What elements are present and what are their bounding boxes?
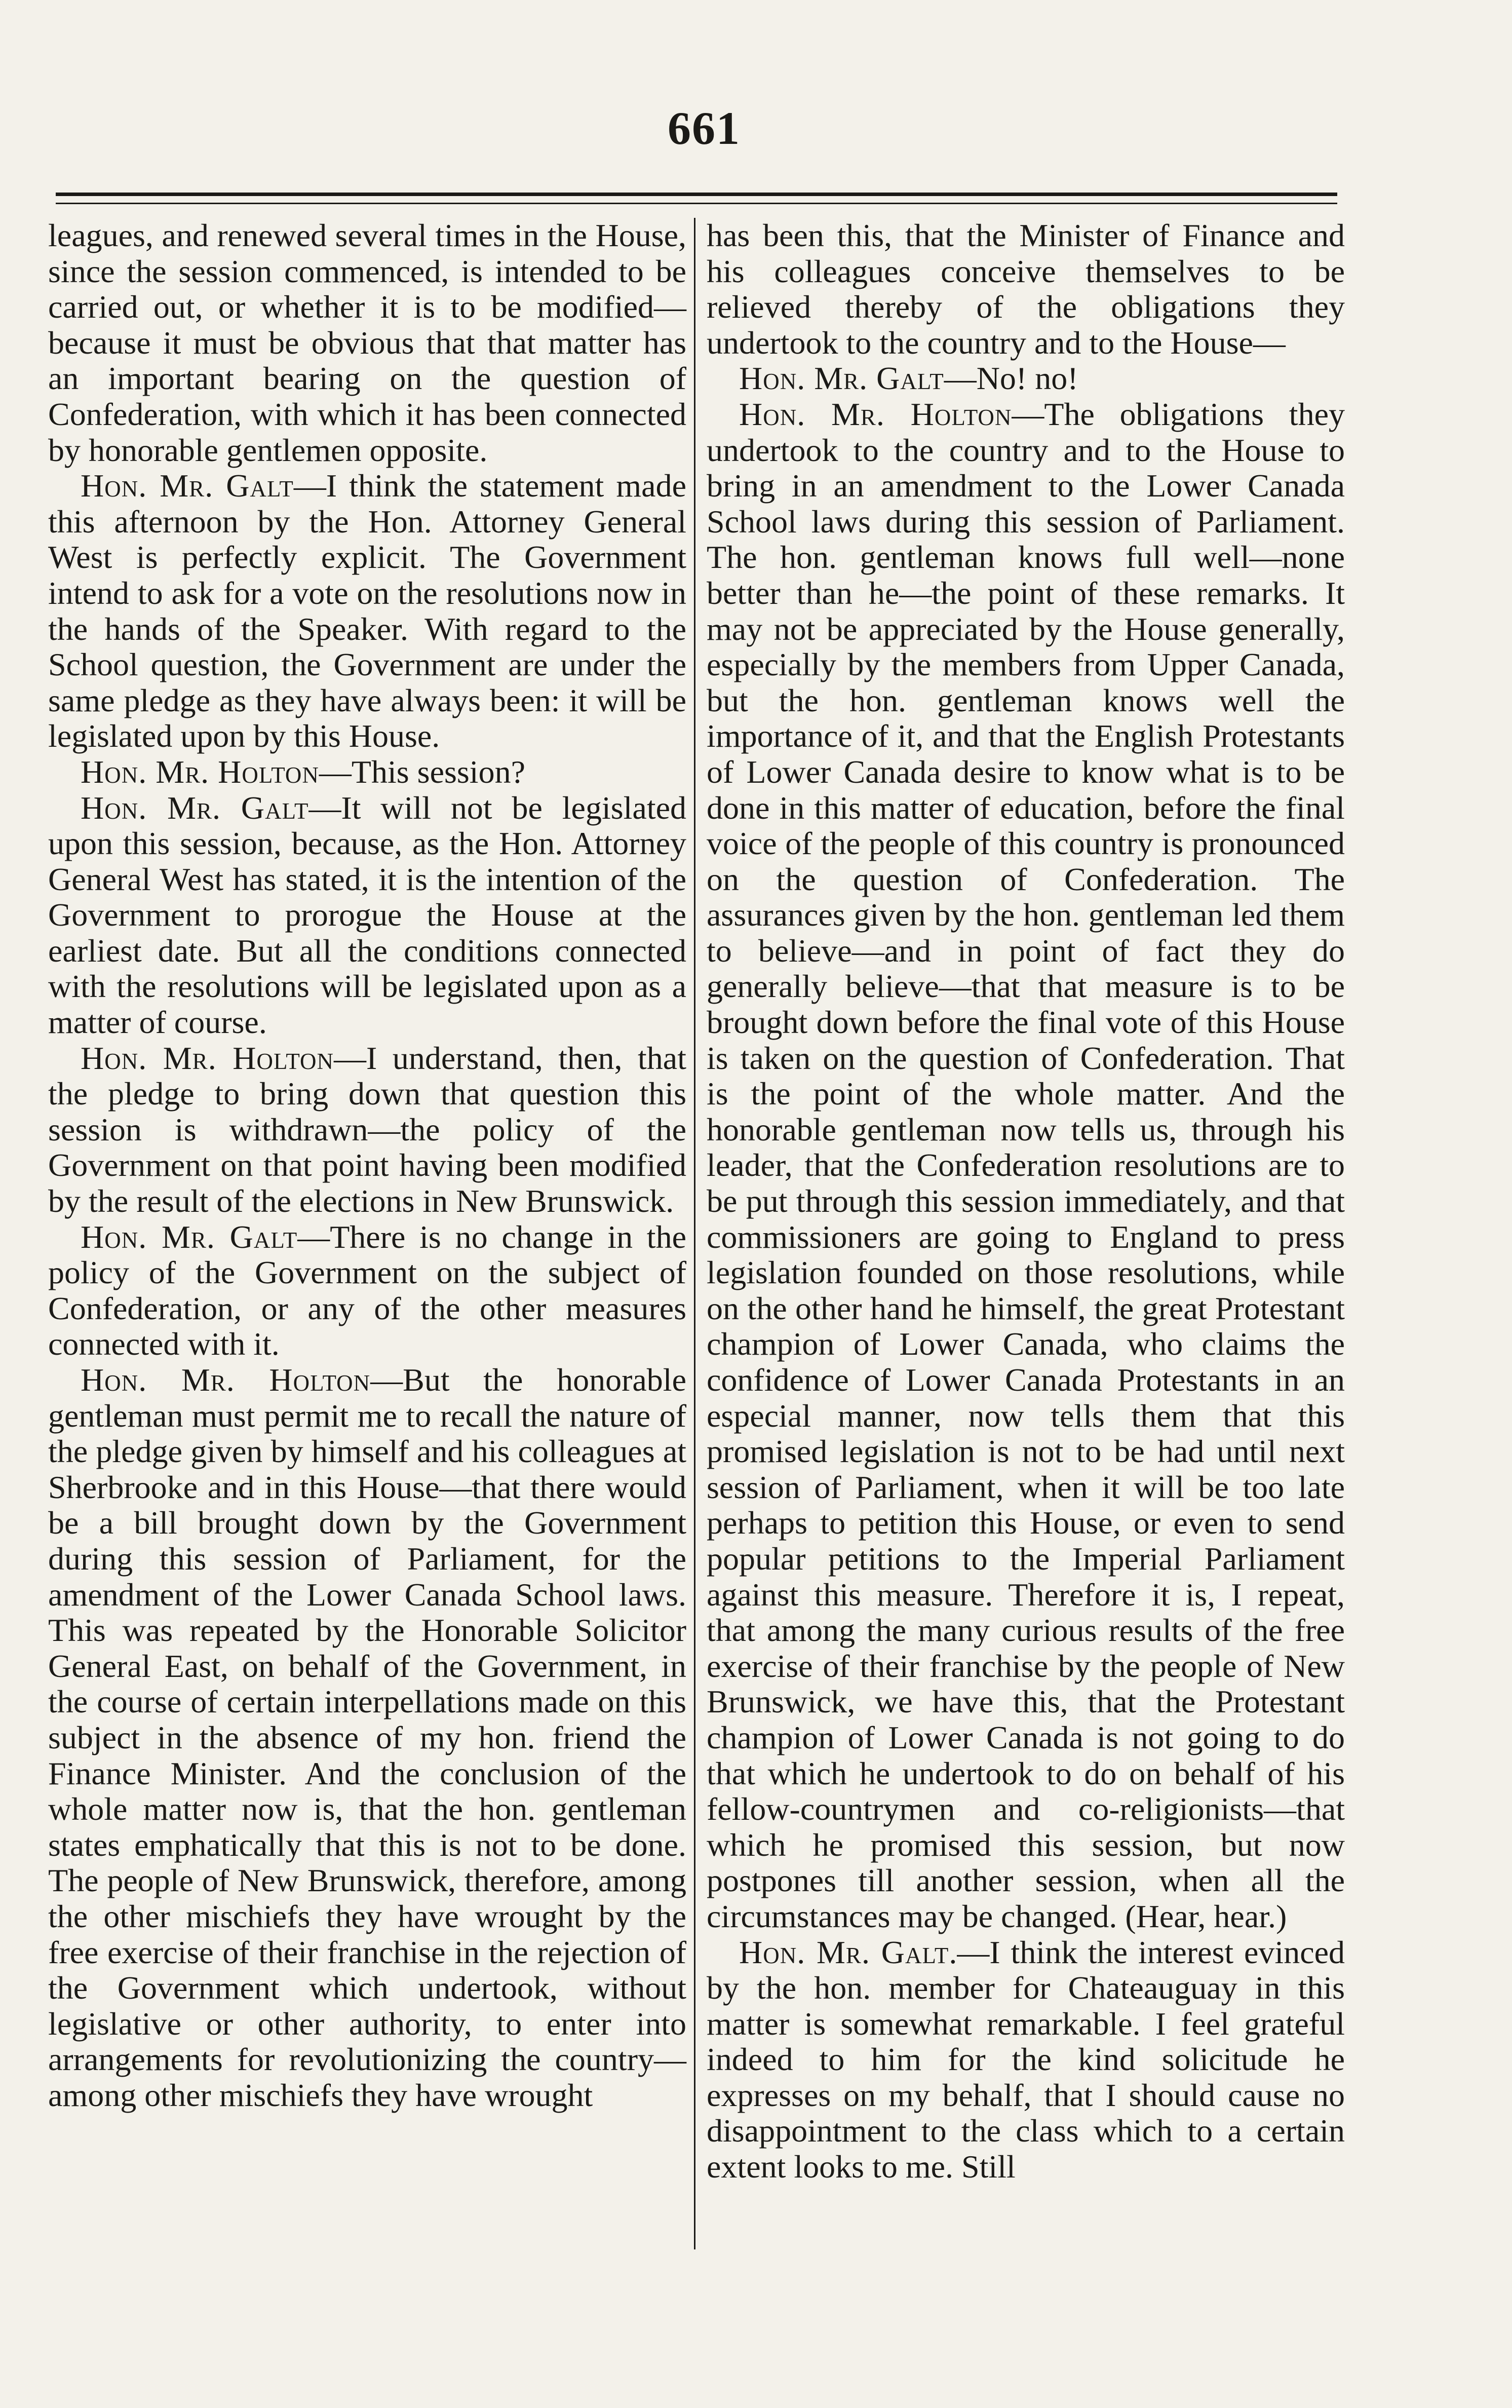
speaker-name: Hon. Mr. Galt <box>81 468 294 504</box>
paragraph-text: has been this, that the Minister of Finance and his colleagues conceive themselves to be relieved thereby of the obligations they undertook to the country and to the House— <box>707 217 1345 361</box>
header-rule-thin <box>56 203 1337 204</box>
paragraph <box>707 218 1345 361</box>
paragraph-text: —The obligations they undertook to the country and to the House to bring in an amendment to the Lower Canada School laws during this session of Parliament. The hon. gentleman knows full well—none better than he—the point of these remarks. It may not be appreciated by the House generally, especially by the members from Upper Canada, but the hon. gentleman knows well the importance of it, and that the English Protestants of Lower Canada desire to know what is to be done in this matter of education, before the final voice of the people of this country is pronounced on the question of Confederation. The assurances given by the hon. gentleman led them to believe—and in point of fact they do generally believe—that that measure is to be brought down before the final vote of this House is taken on the question of Confederation. That is the point of the whole matter. And the honorable gentleman now tells us, through his leader, that the Confederation resolutions are to be put through this session immediately, and that commissioners are going to England to press legislation founded on those resolutions, while on the other hand he himself, the great Protestant champion of Lower Canada, who claims the confidence of Lower Canada Protestants in an especial manner, now tells them that this promised legislation is not to be had until next session of Parliament, when it will be too late perhaps to petition this House, or even to send popular petitions to the Imperial Parliament against this measure. Therefore it is, I repeat, that among the many curious results of the free exercise of their franchise by the people of New Brunswick, we have this, that the Protestant champion of Lower Canada is not going to do that which he undertook to do on behalf of his fellow-countrymen and co-religionists—that which he promised this session, but now postpones till another session, when all the circumstances may be changed. (Hear, hear.) <box>707 396 1345 1934</box>
paragraph-text: —No! no! <box>944 360 1078 397</box>
paragraph-text: leagues, and renewed several times in the House, since the session commenced, is intended to be carried out, or whether it is to be modified—because it must be obvious that that matter has an important bearing on the question of Confederation, with which it has been connected by honorable gentlemen opposite. <box>48 217 686 468</box>
paragraph-text: —I think the statement made this afternoon by the Hon. Attorney General West is perfectly explicit. The Government intend to ask for a vote on the resolutions now in the hands of the Speaker. With regard to the School question, the Government are under the same pledge as they have always been: it will be legislated upon by this House. <box>48 468 686 754</box>
paragraph <box>48 754 686 790</box>
paragraph-text: —It will not be legislated upon this session, because, as the Hon. Attorney General West has stated, it is the intention of the Government to prorogue the House at the earliest date. But all the conditions connected with the resolutions will be legislated upon as a matter of course. <box>48 789 686 1041</box>
paragraph <box>707 1935 1345 2185</box>
speaker-name: Hon. Mr. Galt <box>81 1218 298 1255</box>
column-divider <box>694 218 695 2249</box>
paragraph-text: —This session? <box>319 753 525 790</box>
speaker-name: Hon. Mr. Holton <box>739 396 1012 432</box>
paragraph-text: —But the honorable gentleman must permit me to recall the nature of the pledge given by himself and his colleagues at Sherbrooke and in this House—that there would be a bill brought down by the Government during this session of Parliament, for the amendment of the Lower Canada School laws. This was repeated by the Honorable Solicitor General East, on behalf of the Government, in the course of certain interpellations made on this subject in the absence of my hon. friend the Finance Minister. And the conclusion of the whole matter now is, that the hon. gentleman states emphatically that this is not to be done. The people of New Brunswick, therefore, among the other mischiefs they have wrought by the free exercise of their franchise in the rejection of the Government which undertook, without legislative or other authority, to enter into arrangements for revolutionizing the country—among other mischiefs they have wrought <box>48 1362 686 2113</box>
right-column <box>707 218 1345 2185</box>
paragraph <box>707 397 1345 1935</box>
speaker-name: Hon. Mr. Holton <box>81 1362 371 1398</box>
header-rule <box>56 193 1337 196</box>
paragraph-text: —There is no change in the policy of the Government on the subject of Confederation, or any of the other measures connected with it. <box>48 1218 686 1362</box>
paragraph <box>48 1219 686 1362</box>
speaker-name: Hon. Mr. Galt <box>739 360 944 397</box>
paragraph <box>48 218 686 468</box>
paragraph-text: —I understand, then, that the pledge to bring down that question this session is withdrawn—the policy of the Government on that point having been modified by the result of the elections in New Brunswick. <box>48 1040 686 1219</box>
paragraph-text: .—I think the interest evinced by the hon. member for Chateauguay in this matter is somewhat remarkable. I feel grateful indeed to him for the kind solicitude he expresses on my behalf, that I should cause no disappointment to the class which to a certain extent looks to me. Still <box>707 1934 1345 2185</box>
paragraph <box>48 1362 686 2113</box>
speaker-name: Hon. Mr. Galt <box>739 1934 949 1970</box>
page-number: 661 <box>668 102 741 154</box>
paragraph <box>707 361 1345 397</box>
left-column <box>48 218 686 2113</box>
speaker-name: Hon. Mr. Holton <box>81 1040 334 1076</box>
paragraph <box>48 1041 686 1219</box>
speaker-name: Hon. Mr. Galt <box>81 789 309 826</box>
paragraph <box>48 468 686 754</box>
speaker-name: Hon. Mr. Holton <box>81 753 319 790</box>
paragraph <box>48 790 686 1041</box>
